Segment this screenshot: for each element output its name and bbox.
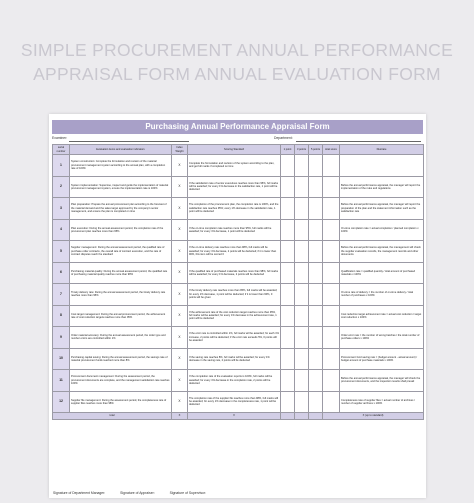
row-illustrate: Order error rate = the number of wrong batches / the total number of purchase orders x 100% [340,327,424,349]
total-5-points[interactable] [309,413,323,420]
row-total-score[interactable] [323,391,340,413]
row-serial-number: 12 [53,391,70,413]
row-score-5-points[interactable] [309,262,323,284]
table-row [53,391,424,413]
total-weight: X [172,413,188,420]
table-row [53,327,424,349]
row-serial-number: 5 [53,241,70,263]
row-score-3-points[interactable] [295,262,309,284]
row-illustrate: Completeness rate of supplier files = actual number of archives / number of supplier archives x 100% [340,391,424,413]
row-score-3-points[interactable] [295,370,309,392]
row-score-5-points[interactable] [309,198,323,220]
row-total-score[interactable] [323,327,340,349]
total-label: total [53,413,172,420]
row-score-5-points[interactable] [309,391,323,413]
row-score-5-points[interactable] [309,241,323,263]
row-illustrate: Cost reduction target achievement rate = actual cost reduction / target cost reduction x 100% [340,305,424,327]
row-illustrate: Before the annual performance appraisal, the manager will report the implementation of the rules and regulations [340,176,424,198]
row-score-1-point[interactable] [281,262,295,284]
row-index-weight: X [172,391,188,413]
row-score-5-points[interactable] [309,284,323,306]
row-evaluation-item: System construction: Complete the formulation and revision of the material procurement management system according to the annual plan, with a completion rate of 100% [70,155,172,177]
row-evaluation-item: Supplier management: During the annual assessment period, the qualified rate of purchase order contracts, the overall rate of contract execution, and the rate of contract disputes reach the standard [70,241,172,263]
row-total-score[interactable] [323,262,340,284]
row-score-1-point[interactable] [281,391,295,413]
header-3-points: 3 points [295,145,309,155]
form-title: Purchasing Annual Performance Appraisal Form [52,120,423,134]
row-index-weight: X [172,262,188,284]
row-evaluation-item: Order material accuracy: During the annual assessment period, the order type and number errors are controlled within 1% [70,327,172,349]
row-total-score[interactable] [323,284,340,306]
header-items: Evaluation items and evaluation indicators [70,145,172,155]
department-label: Department: [274,136,293,140]
form-sheet [49,114,426,498]
row-total-score[interactable] [323,155,340,177]
row-score-3-points[interactable] [295,241,309,263]
table-row [53,176,424,198]
row-score-1-point[interactable] [281,155,295,177]
total-1-point[interactable] [281,413,295,420]
total-score: X (up to standard) [323,413,424,420]
examiner-line [69,141,189,142]
row-scoring-standard: If the qualified rate of purchased materials reaches more than 98%, full marks will be awarded; for every 1% decrease, 2 points will be deducted [188,262,281,284]
row-score-5-points[interactable] [309,219,323,241]
row-serial-number: 4 [53,219,70,241]
row-illustrate [340,155,424,177]
row-scoring-standard: The completion of the procurement plan, the completion rate is 100%, and the satisfaction rate reaches 95%; every 1% decrease in the satisfaction rate, 1 point will be deducted [188,198,281,220]
row-total-score[interactable] [323,305,340,327]
row-scoring-standard: Complete the formulation and revision of the system according to the plan, and get full marks if completed on time [188,155,281,177]
row-score-3-points[interactable] [295,284,309,306]
row-total-score[interactable] [323,370,340,392]
row-scoring-standard: If the error rate is controlled within 1%, full marks will be awarded; for each 1% increase, 2 points will be deducted; if the error rate exceeds 5%, 0 points will be awarded [188,327,281,349]
row-scoring-standard: If the saving rate reaches 8%, full marks will be awarded; for every 1% decrease in the saving rate, 2 points will be deducted [188,348,281,370]
row-serial-number: 7 [53,284,70,306]
row-total-score[interactable] [323,348,340,370]
signature-supervisor: Signature of Supervisor: [169,491,206,495]
header-5-points: 5 points [309,145,323,155]
row-illustrate: Qualification rate = qualified quantity / total amount of purchased materials x 100% [340,262,424,284]
row-score-3-points[interactable] [295,305,309,327]
row-scoring-standard: If the timely delivery rate reaches more than 95%, full marks will be awarded; for every 1% decrease, 1 point will be deducted; if it is lower than 90%, 0 points will be given [188,284,281,306]
row-score-1-point[interactable] [281,370,295,392]
table-row [53,219,424,241]
row-evaluation-item: Plan execution: During the annual assessment period, the completion rate of the procurement plan reaches more than 95% [70,219,172,241]
row-total-score[interactable] [323,241,340,263]
row-score-3-points[interactable] [295,198,309,220]
row-index-weight: X [172,219,188,241]
table-row [53,305,424,327]
row-scoring-standard: If the on-time completion rate reaches more than 95%, full marks will be awarded; for every 1% decrease, 1 point will be deducted [188,219,281,241]
row-evaluation-item: Purchasing capital saving: During the annual assessment period, the savings rate of material procurement funds reached more than 8% [70,348,172,370]
row-serial-number: 11 [53,370,70,392]
row-score-3-points[interactable] [295,327,309,349]
row-score-3-points[interactable] [295,391,309,413]
header-serial: serial number [53,145,70,155]
row-total-score[interactable] [323,176,340,198]
table-row [53,262,424,284]
row-scoring-standard: If the on-time delivery rate reaches more than 98%, full marks will be awarded; for every 1% decrease, 2 points will be deducted; if it is lower than 90%, this item will be scored 0 [188,241,281,263]
table-row [53,284,424,306]
appraisal-table [52,144,424,420]
row-total-score[interactable] [323,219,340,241]
table-row [53,198,424,220]
row-score-1-point[interactable] [281,305,295,327]
row-serial-number: 10 [53,348,70,370]
row-illustrate: Before the annual performance appraisal, the manager will report the preparation of the plan and the statement information such as the satisfaction rate [340,198,424,220]
row-evaluation-item: System implementation: Supervise, inspect and guide the implementation of material procurement management system, ensure the implementation rate is 100% [70,176,172,198]
row-illustrate: On-time completion rate = actual completion / planned completion x 100% [340,219,424,241]
row-serial-number: 8 [53,305,70,327]
row-index-weight: X [172,198,188,220]
total-standard: X [188,413,281,420]
table-row [53,241,424,263]
signature-line [53,491,220,495]
banner-line-1: SIMPLE PROCUREMENT ANNUAL PERFORMANCE [20,40,454,60]
row-index-weight: X [172,305,188,327]
header-total-score: total score [323,145,340,155]
table-row [53,348,424,370]
row-index-weight: X [172,284,188,306]
row-illustrate: Before the annual performance appraisal, the management will check the supplier evaluation records, the management records and other documents [340,241,424,263]
row-index-weight: X [172,241,188,263]
row-index-weight: X [172,327,188,349]
row-serial-number: 1 [53,155,70,177]
row-score-3-points[interactable] [295,155,309,177]
row-serial-number: 6 [53,262,70,284]
total-3-points[interactable] [295,413,309,420]
signature-department-manager: Signature of Department Manager: [53,491,106,495]
header-illustrate: Illustrate [340,145,424,155]
examiner-label: Examiner: [52,136,68,140]
row-evaluation-item: Timely delivery rate: During the annual assessment period, the timely delivery rate reaches more than 95% [70,284,172,306]
header-weight: Index Weight [172,145,188,155]
row-evaluation-item: Cost target management: During the annual procurement period, the achievement rate of cost reduction targets reaches more than 95% [70,305,172,327]
row-illustrate: On-time rate of delivery = the number of on-time delivery / total number of purchases x 100% [340,284,424,306]
row-score-1-point[interactable] [281,327,295,349]
row-serial-number: 2 [53,176,70,198]
row-scoring-standard: If the satisfaction rate of senior executives reaches more than 95%, full marks will be awarded; for every 1% decrease in the satisfaction rate, 1 point will be deducted [188,176,281,198]
row-score-5-points[interactable] [309,155,323,177]
row-score-1-point[interactable] [281,241,295,263]
row-index-weight: X [172,176,188,198]
row-score-5-points[interactable] [309,176,323,198]
signature-appraiser: Signature of Appraiser: [120,491,155,495]
row-index-weight: X [172,155,188,177]
table-header-row [53,145,424,155]
row-evaluation-item: Procurement document management: During the assessment period, the procurement documents are complete, and the management satisfaction rate reaches 100% [70,370,172,392]
row-index-weight: X [172,370,188,392]
row-score-3-points[interactable] [295,219,309,241]
table-row [53,370,424,392]
row-illustrate: Before the annual performance appraisal, the manager will check the procurement documents, and the inspection results shall prevail [340,370,424,392]
row-scoring-standard: If the achievement rate of the cost reduction target reaches more than 95%, full marks will be awarded; for every 1% decrease in the achievement rate, 1 point will be deducted [188,305,281,327]
row-evaluation-item: Plan preparation: Prepare the annual procurement plan according to the forecast of the material demand and the sales target approved by the company's senior management, and ensure the plan is completed on time [70,198,172,220]
header-standard: Scoring Standard [188,145,281,155]
row-score-5-points[interactable] [309,305,323,327]
row-score-5-points[interactable] [309,327,323,349]
banner-line-2: APPRAISAL FORM ANNUAL EVALUATION FORM [33,64,441,84]
row-evaluation-item: Supplier file management: During the assessment period, the completeness rate of supplier files reaches more than 98% [70,391,172,413]
total-row [53,413,424,420]
row-score-3-points[interactable] [295,348,309,370]
row-score-5-points[interactable] [309,348,323,370]
department-line [296,141,421,142]
row-score-1-point[interactable] [281,219,295,241]
header-1-point: 1 point [281,145,295,155]
row-serial-number: 9 [53,327,70,349]
row-total-score[interactable] [323,198,340,220]
row-scoring-standard: If the completion rate of the evaluation reports is 100%, full marks will be awarded; for every 1% decrease in the completion rate, 2 points will be deducted [188,370,281,392]
row-score-1-point[interactable] [281,348,295,370]
banner-title [0,38,474,86]
row-score-1-point[interactable] [281,284,295,306]
row-evaluation-item: Purchasing material quality: During the annual assessment period, the qualified rate of purchasing material quality reaches more than 98% [70,262,172,284]
row-scoring-standard: The completion rate of the supplier file reaches more than 98%, full marks will be awarded; for every 1% decrease in the completeness rate, 1 point will be deducted [188,391,281,413]
row-illustrate: Procurement fund saving rate = (budget amount - actual amount) / budget amount of purchase materials x 100% [340,348,424,370]
row-score-1-point[interactable] [281,198,295,220]
row-score-1-point[interactable] [281,176,295,198]
table-row [53,155,424,177]
row-index-weight: X [172,348,188,370]
row-score-3-points[interactable] [295,176,309,198]
row-score-5-points[interactable] [309,370,323,392]
row-serial-number: 3 [53,198,70,220]
